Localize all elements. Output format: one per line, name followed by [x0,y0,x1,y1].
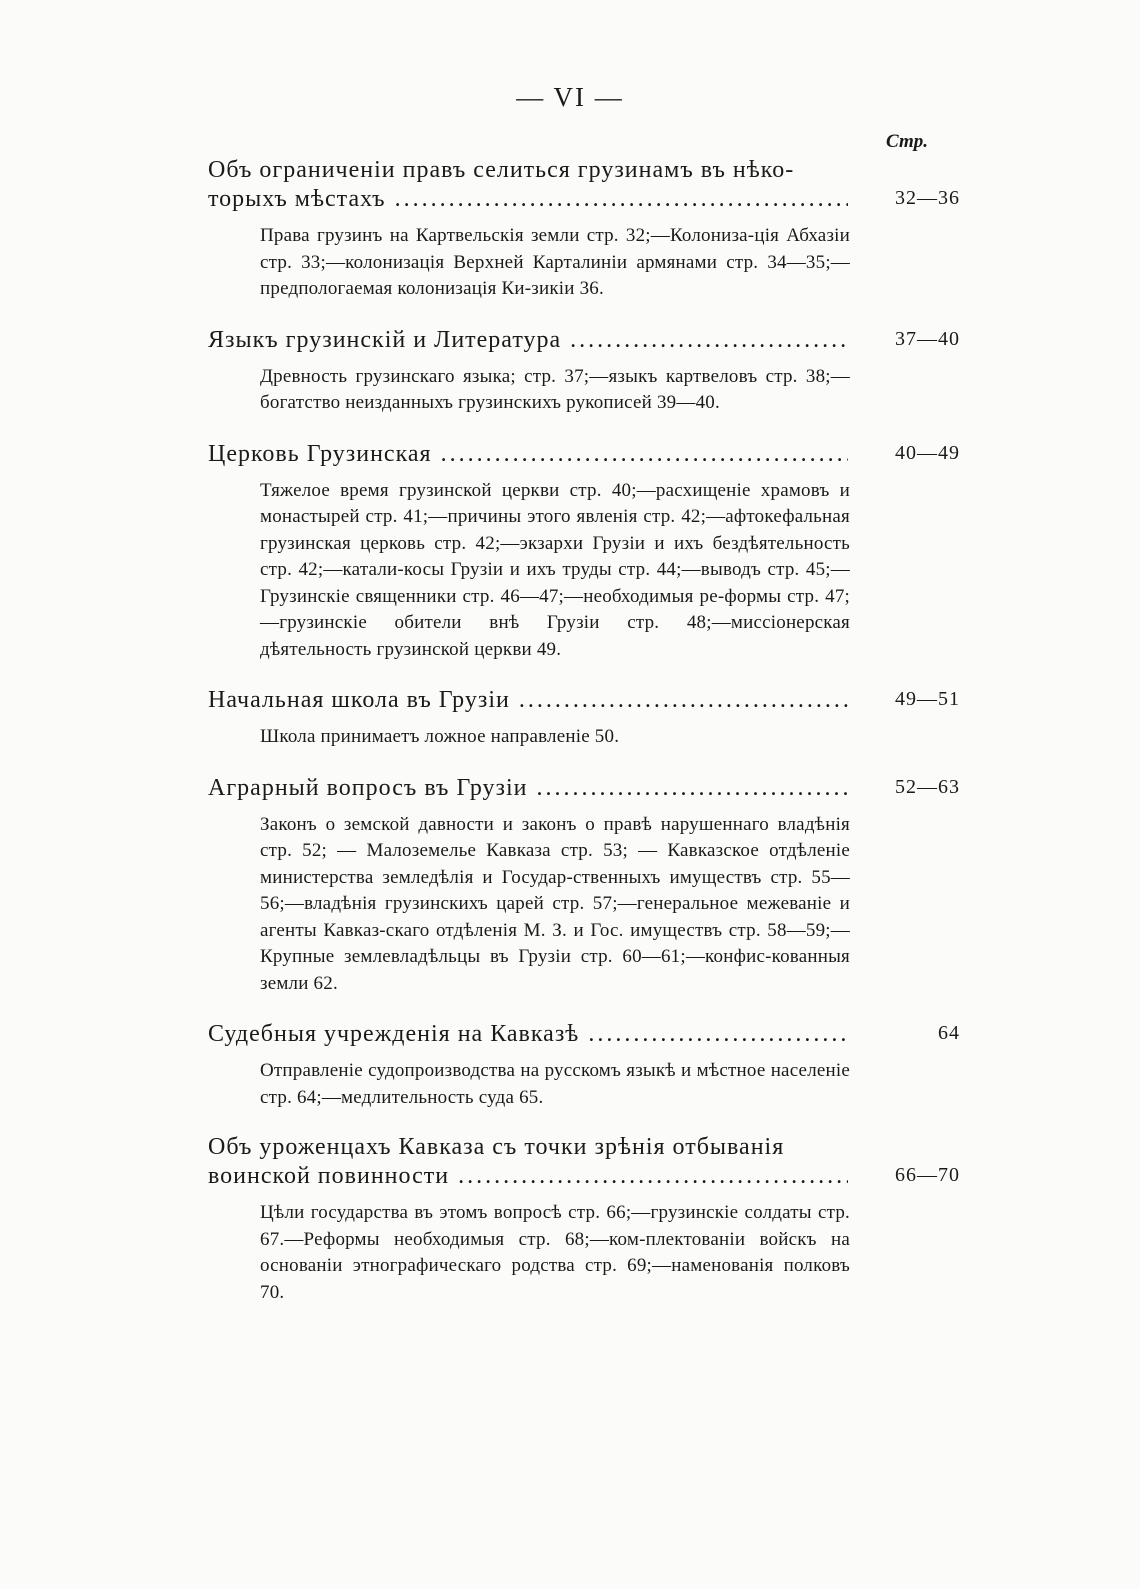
entry-summary: Тяжелое время грузинской церкви стр. 40;—расхищеніе храмовъ и монастырей стр. 41;—причины этого явленія стр. 42;—афтокефальная грузинская церковь стр. 42;—экзархи Грузіи и ихъ бездѣятельность стр. 42;—катали-косы Грузіи и ихъ труды стр. 44;—выводъ стр. 45;—Грузинскіе священники стр. 46—47;—необходимыя ре-формы стр. 47;—грузинскіе обители внѣ Грузіи стр. 48;—миссіонерская дѣятельность грузинской церкви 49. [260,479,850,660]
entry-title-line-1: Объ уроженцахъ Кавказа съ точки зрѣнія отбыванія [208,1134,785,1160]
entry-title [208,1020,848,1049]
entry-heading [208,773,960,803]
entry-title [208,1133,848,1191]
entry-title-line: Языкъ грузинскій и Литература ..... [208,326,848,355]
toc-entry-school [208,685,960,751]
entry-heading [208,325,960,355]
entry-summary: Древность грузинскаго языка; стр. 37;—языкъ картвеловъ стр. 38;—богатство неизданныхъ грузинскихъ рукописей 39—40. [260,365,850,413]
entry-heading [208,439,960,469]
entry-title-line: Аграрный вопросъ въ Грузіи ..... [208,774,848,803]
entry-pages: 40—49 [895,441,960,464]
entry-summary: Законъ о земской давности и законъ о правѣ нарушеннаго владѣнія стр. 52; — Малоземелье Кавказа стр. 53; — Кавказское отдѣленіе министерства земледѣлія и Государ-ственныхъ имуществъ стр. 55—56;—владѣнія грузинскихъ царей стр. 57;—генеральное межеваніе и агенты Кавказ-скаго отдѣленія М. З. и Гос. имуществъ стр. 58—59;—Крупные землевладѣльцы въ Грузіи стр. 60—61;—конфис-кованныя земли 62. [260,813,850,994]
entry-summary: Цѣли государства въ этомъ вопросѣ стр. 66;—грузинскіе солдаты стр. 67.—Реформы необходимыя стр. 68;—ком-плектованіи войскъ на основаніи этнографическаго родства стр. 69;—наменованія полковъ 70. [260,1202,850,1303]
entry-pages: 37—40 [895,327,960,350]
entry-pages: 66—70 [895,1164,960,1186]
entry-heading [208,1019,960,1049]
entry-title [208,440,848,469]
entry-pages: 64 [938,1022,960,1044]
toc-entry-courts [208,1019,960,1111]
toc-entry-military [208,1133,960,1306]
toc-entry-church [208,439,960,664]
entry-title-line-2: торыхъ мѣстахъ ..... [208,185,848,214]
entry-title [208,326,848,355]
page-number: — VI — [516,82,624,112]
entry-title-line-2: воинской повинности ..... [208,1162,848,1191]
entry-title-line: Начальная школа въ Грузіи ..... [208,686,848,715]
entry-heading [208,685,960,715]
entry-pages: 52—63 [895,775,960,798]
entry-pages: 32—36 [895,187,960,209]
entry-title-line: Церковь Грузинская ..... [208,440,848,469]
pages-column-header: Стр. [886,131,928,152]
table-of-contents [208,156,960,1328]
entry-title-line: Судебныя учрежденія на Кавказѣ ..... [208,1020,848,1049]
entry-pages: 49—51 [895,688,960,710]
entry-summary: Отправленіе судопроизводства на русскомъ языкѣ и мѣстное населеніе стр. 64;—медлительность суда 65. [260,1060,850,1108]
entry-title [208,686,848,715]
entry-summary: Права грузинъ на Картвельскія земли стр. 32;—Колониза-ція Абхазіи стр. 33;—колонизація Верхней Карталиніи армянами стр. 34—35;—предпологаемая колонизація Ки-зикіи 36. [260,225,850,299]
entry-title-line-1: Объ ограниченіи правъ селиться грузинамъ въ нѣко- [208,157,795,183]
entry-heading [208,1133,960,1191]
entry-summary: Школа принимаетъ ложное направленіе 50. [260,726,620,747]
entry-title [208,156,848,214]
toc-entry-language [208,325,960,417]
entry-heading [208,156,960,214]
toc-entry-agrarian [208,773,960,998]
entry-title [208,774,848,803]
toc-entry-settlement [208,156,960,303]
